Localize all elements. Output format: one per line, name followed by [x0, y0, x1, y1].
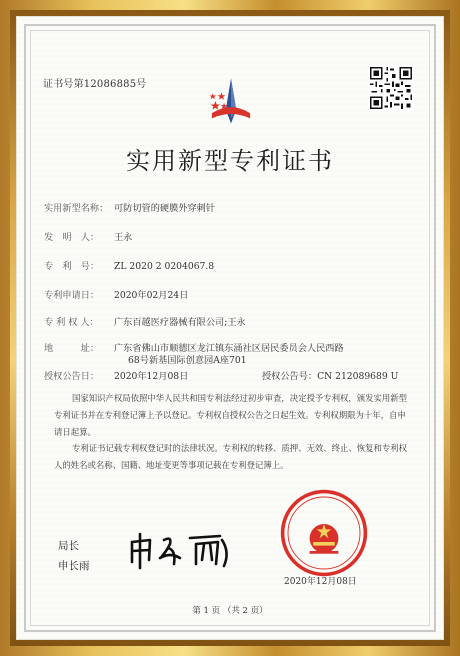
field-inventor [44, 229, 132, 243]
qr-code-icon [368, 65, 414, 111]
field-label: 发 明 人： [44, 232, 100, 243]
field-value: ZL 2020 2 0204067.8 [114, 261, 215, 272]
director-signature-icon [124, 530, 244, 570]
field-label: 实用新型名称： [44, 203, 109, 214]
seal-date: 2020年12月08日 [284, 577, 357, 587]
official-seal-icon [279, 488, 369, 578]
director-name: 申长雨 [58, 560, 90, 572]
certificate-title: 实用新型专利证书 [126, 147, 334, 175]
field-label: 授权公告日： [44, 371, 100, 382]
announcement-number: 授权公告号：CN 212089689 U [262, 371, 399, 382]
patent-office-emblem-icon [205, 75, 257, 127]
address-line-2: 68号新基国际创意园A座701 [128, 355, 247, 366]
field-value: 广东省佛山市顺德区龙江镇东涌社区居民委员会人民西路 [114, 343, 344, 354]
field-value: 王永 [114, 232, 133, 243]
field-label: 地 址： [44, 343, 100, 354]
field-patentee [44, 314, 246, 328]
paragraph-legal-status: 专利证书记载专利权登记时的法律状况。专利权的转移、质押、无效、终止、恢复和专利权人的姓名或名称、国籍、地址变更等事项记载在专利登记簿上。 [54, 443, 407, 470]
field-label: 专利申请日： [44, 290, 100, 301]
field-grant-date [44, 368, 188, 382]
page-number: 第 1 页 （共 2 页） [192, 606, 268, 616]
field-label: 专 利 权 人： [44, 317, 99, 328]
field-value: 2020年02月24日 [114, 290, 189, 301]
field-utility-model-name [44, 200, 215, 214]
field-label: 专 利 号： [44, 261, 100, 272]
certificate-number: 证书号第12086885号 [43, 79, 147, 90]
paragraph-grant-notice: 国家知识产权局依照中华人民共和国专利法经过初步审查，决定授予专利权，颁发实用新型专利证书并在专利登记簿上予以登记。专利权自授权公告之日起生效。专利权期限为十年，自申请日起算。 [54, 393, 407, 437]
field-value: 可防切管的硬膜外穿刺针 [114, 203, 216, 214]
field-application-date [44, 287, 188, 301]
field-value: 2020年12月08日 [114, 371, 189, 382]
field-patent-number [44, 258, 214, 272]
field-value: 广东百越医疗器械有限公司;王永 [114, 317, 246, 328]
director-title: 局长 [58, 540, 79, 552]
